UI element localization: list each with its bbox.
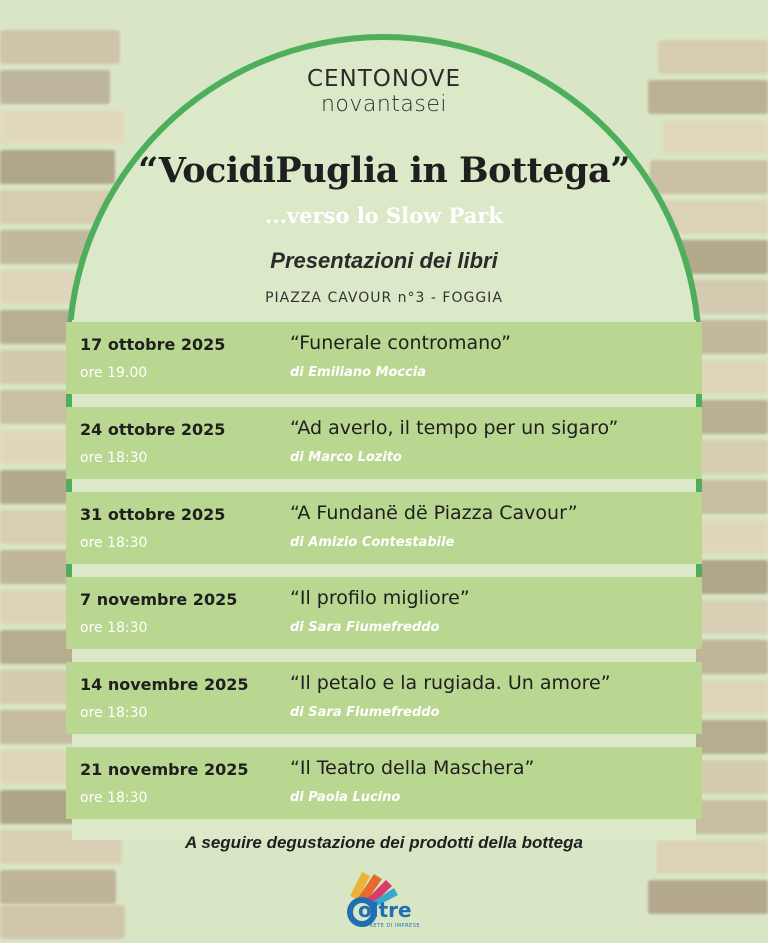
book-author: di Amizio Contestabile bbox=[290, 535, 455, 550]
event-time: ore 19.00 bbox=[80, 365, 148, 381]
event-row bbox=[66, 492, 702, 564]
event-date: 14 novembre 2025 bbox=[80, 675, 249, 694]
oltre-tagline: LA RETE DI IMPRESE bbox=[360, 923, 421, 929]
event-time: ore 18:30 bbox=[80, 450, 148, 466]
book-title: “Il petalo e la rugiada. Un amore” bbox=[290, 672, 611, 694]
event-date: 24 ottobre 2025 bbox=[80, 420, 226, 439]
event-subtitle: ...verso lo Slow Park bbox=[265, 203, 503, 228]
oltre-wordmark: oltre bbox=[358, 898, 412, 922]
book-title: “Funerale contromano” bbox=[290, 332, 511, 354]
book-title: “A Fundanë dë Piazza Cavour” bbox=[290, 502, 578, 524]
oltre-logo bbox=[340, 866, 430, 932]
footer-note: A seguire degustazione dei prodotti della bottega bbox=[185, 833, 583, 852]
event-row bbox=[66, 322, 702, 394]
event-row bbox=[66, 747, 702, 819]
event-date: 31 ottobre 2025 bbox=[80, 505, 226, 524]
event-time: ore 18:30 bbox=[80, 705, 148, 721]
book-author: di Sara Fiumefreddo bbox=[290, 705, 440, 720]
event-title: “VocidiPuglia in Bottega” bbox=[138, 150, 630, 191]
event-time: ore 18:30 bbox=[80, 535, 148, 551]
book-author: di Marco Lozito bbox=[290, 450, 402, 465]
logo-line-1: CENTONOVE bbox=[306, 66, 462, 92]
book-author: di Sara Fiumefreddo bbox=[290, 620, 440, 635]
book-title: “Il profilo migliore” bbox=[290, 587, 470, 609]
venue-address: PIAZZA CAVOUR n°3 - FOGGIA bbox=[265, 290, 503, 306]
event-row bbox=[66, 407, 702, 479]
centonove-logo bbox=[0, 66, 768, 118]
event-row bbox=[66, 662, 702, 734]
book-author: di Emiliano Moccia bbox=[290, 365, 427, 380]
book-title: “Il Teatro della Maschera” bbox=[290, 757, 535, 779]
event-time: ore 18:30 bbox=[80, 620, 148, 636]
events-list bbox=[66, 322, 702, 832]
event-date: 21 novembre 2025 bbox=[80, 760, 249, 779]
book-title: “Ad averlo, il tempo per un sigaro” bbox=[290, 417, 619, 439]
logo-line-2: novantasei bbox=[320, 92, 448, 117]
event-date: 17 ottobre 2025 bbox=[80, 335, 226, 354]
book-author: di Paola Lucino bbox=[290, 790, 401, 805]
event-time: ore 18:30 bbox=[80, 790, 148, 806]
section-heading: Presentazioni dei libri bbox=[270, 248, 498, 273]
event-date: 7 novembre 2025 bbox=[80, 590, 238, 609]
event-row bbox=[66, 577, 702, 649]
